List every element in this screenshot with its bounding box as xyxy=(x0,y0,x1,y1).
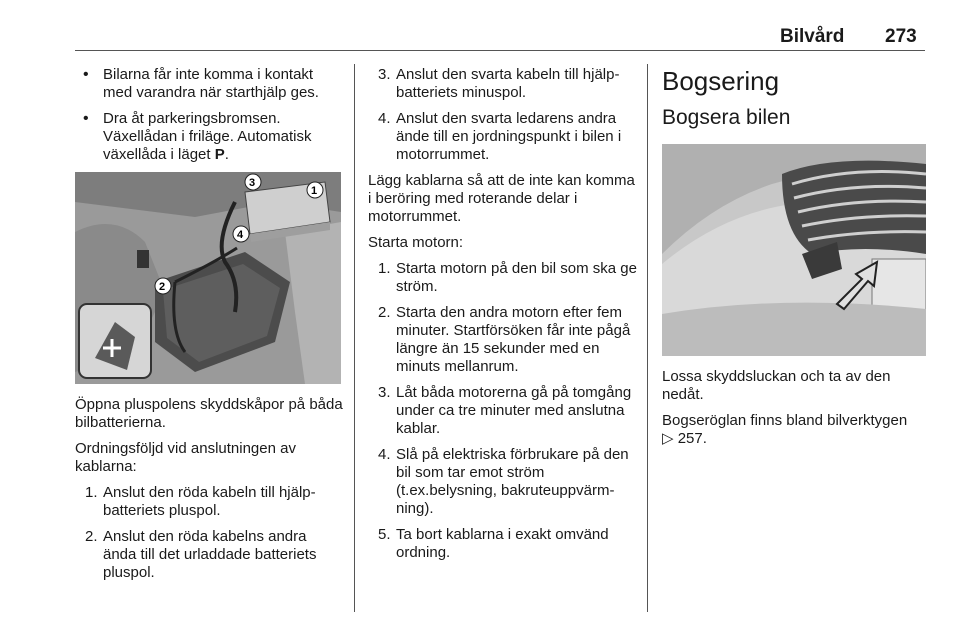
section-title: Bilvård xyxy=(780,26,845,47)
figure-callout: 2 xyxy=(159,281,166,293)
paragraph: Lossa skyddsluckan och ta av den nedåt. xyxy=(662,368,891,403)
figure-callout: 4 xyxy=(237,229,244,241)
figure-callout: 3 xyxy=(249,177,256,189)
column-divider-1 xyxy=(354,64,355,612)
paragraph: Bogseröglan finns bland bilverktygen ▷ 257. xyxy=(662,412,908,447)
subsection-heading: Bogsera bilen xyxy=(662,106,791,129)
list-item: 3. Anslut den svarta kabeln till hjälp-batteriets minuspol. xyxy=(378,66,620,101)
page-ref-arrow-icon: ▷ xyxy=(662,430,674,447)
list-item: • Dra åt parkeringsbromsen. Växellådan i friläge. Automatisk växellåda i läget P. xyxy=(75,110,343,164)
paragraph: Starta motorn: xyxy=(368,234,464,251)
paragraph: Lägg kablarna så att de inte kan komma i beröring med roterande delar i motorrummet. xyxy=(368,172,635,225)
list-item: • Bilarna får inte komma i kontakt med varandra när starthjälp ges. xyxy=(75,66,343,102)
list-item: 4. Slå på elektriska förbrukare på den bil som tar emot ström (t.ex.belysning, bakruteuppvärm-ning). xyxy=(378,446,629,517)
list-item: 2. Anslut den röda kabelns andra ända till det urladdade batteriets pluspol. xyxy=(85,528,317,581)
list-item: 2. Starta den andra motorn efter fem minuter. Startförsöken får inte pågå längre än 15 sekunder med en minuts mellanrum. xyxy=(378,304,631,375)
numbered-list xyxy=(75,484,343,582)
list-item: 5. Ta bort kablarna i exakt omvänd ordning. xyxy=(378,526,609,561)
numbered-list xyxy=(368,260,638,562)
header-rule xyxy=(75,50,925,51)
column-3 xyxy=(662,66,926,456)
section-heading: Bogsering xyxy=(662,66,780,96)
figure-callout: 1 xyxy=(311,185,318,197)
battery-jumpstart-figure xyxy=(75,172,341,384)
tow-eye-cover-figure xyxy=(662,144,926,356)
column-1 xyxy=(75,66,343,590)
page-number: 273 xyxy=(885,26,917,47)
list-item: 4. Anslut den svarta ledarens andra ände till en jordningspunkt i bilen i motorrummet. xyxy=(378,110,622,163)
list-item: 1. Starta motorn på den bil som ska ge ström. xyxy=(378,260,637,295)
column-2 xyxy=(368,66,638,570)
numbered-list xyxy=(368,66,638,164)
paragraph: Öppna pluspolens skyddskåpor på båda bilbatterierna. xyxy=(75,396,343,431)
bullet-list xyxy=(75,66,343,164)
list-item: 3. Låt båda motorerna gå på tomgång under ca tre minuter med anslutna kablar. xyxy=(378,384,632,437)
page-ref[interactable]: 257. xyxy=(673,430,707,447)
list-item: 1. Anslut den röda kabeln till hjälp-batteriets pluspol. xyxy=(85,484,316,519)
column-divider-2 xyxy=(647,64,648,612)
paragraph: Ordningsföljd vid anslutningen av kablarna: xyxy=(75,440,296,475)
